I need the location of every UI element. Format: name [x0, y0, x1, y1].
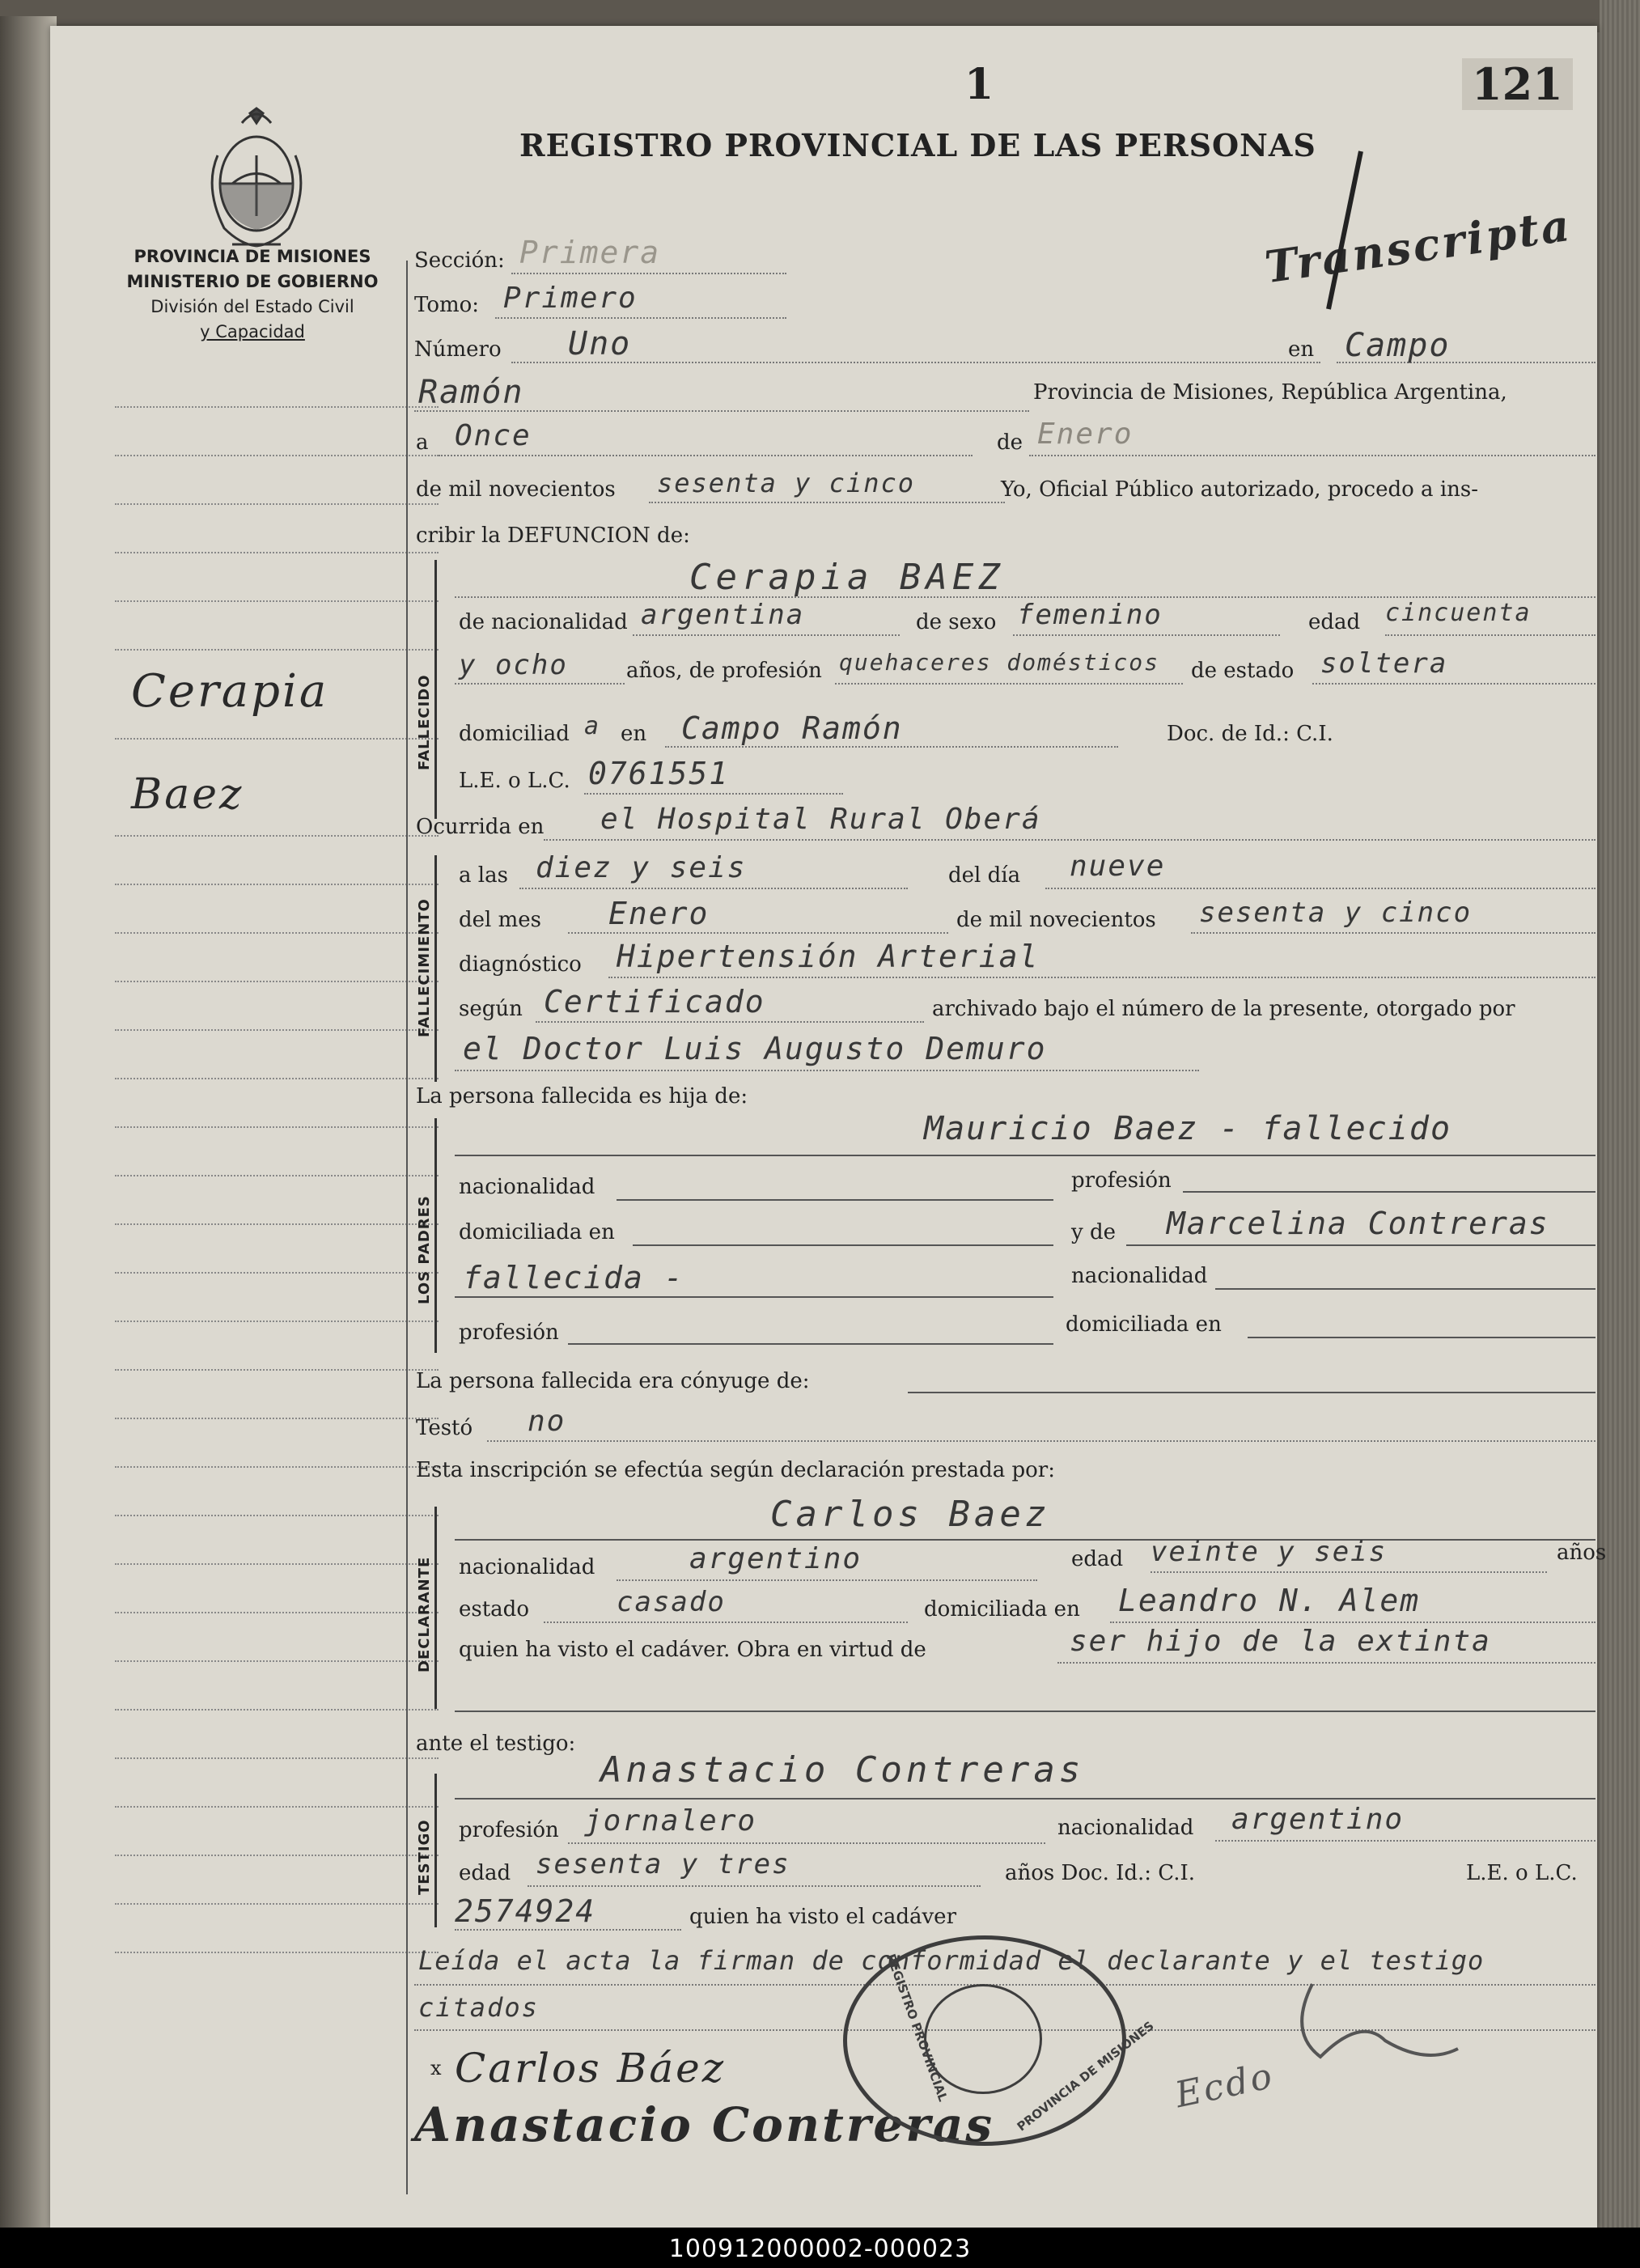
field-line: [568, 1842, 1045, 1844]
field-line: [665, 746, 1118, 748]
value-obra-en-virtud: ser hijo de la extinta: [1070, 1625, 1491, 1658]
label-padre-nacionalidad: nacionalidad: [459, 1175, 595, 1199]
margin-line: [115, 1321, 439, 1322]
label-de-nacionalidad: de nacionalidad: [459, 610, 628, 634]
value-mes: Enero: [608, 896, 710, 931]
section-bracket: [434, 1118, 437, 1353]
label-testigo-nacionalidad: nacionalidad: [1057, 1816, 1194, 1840]
field-line: [568, 1343, 1053, 1345]
value-edad-2: y ocho: [459, 649, 568, 681]
value-nota-final-1: Leída el acta la firman de conformidad el declarante y el testigo: [418, 1945, 1485, 1976]
label-madre-domiciliada: domiciliada en: [1066, 1312, 1222, 1337]
field-line: [835, 683, 1183, 685]
margin-line: [115, 1563, 439, 1565]
label-en: en: [1288, 337, 1315, 362]
field-line: [455, 683, 625, 685]
field-line: [455, 1539, 1596, 1541]
label-declarante-estado: estado: [459, 1597, 529, 1622]
label-domiciliad: domiciliad: [459, 722, 570, 746]
margin-line: [115, 932, 439, 934]
label-provincia: Provincia de Misiones, República Argentina,: [1033, 380, 1507, 405]
field-line: [544, 1622, 908, 1623]
label-seccion: Sección:: [414, 248, 505, 273]
label-anos-de-profesion: años, de profesión: [626, 659, 822, 683]
field-line: [528, 1885, 981, 1887]
field-line: [1183, 1191, 1596, 1193]
label-declarante-edad: edad: [1071, 1547, 1124, 1571]
field-line: [455, 1155, 1596, 1156]
margin-line: [115, 1078, 439, 1079]
label-testigo-le-lc: L.E. o L.C.: [1466, 1861, 1578, 1885]
field-line: [455, 1070, 1199, 1071]
value-testigo: Anastacio Contreras: [600, 1749, 1085, 1791]
margin-line: [115, 503, 439, 505]
value-declarante: Carlos Baez: [770, 1494, 1051, 1535]
label-archivado: archivado bajo el número de la presente, otorgado por: [932, 997, 1515, 1021]
value-testigo-ci: 2574924: [455, 1893, 596, 1929]
margin-line: [115, 1515, 439, 1516]
margin-line: [115, 1709, 439, 1711]
margin-name-first: Cerapia: [131, 665, 329, 718]
value-dia: nueve: [1070, 850, 1166, 883]
value-madre-estado: fallecida -: [463, 1260, 684, 1295]
label-de-estado: de estado: [1191, 659, 1295, 683]
label-testigo-anos-doc: años Doc. Id.: C.I.: [1005, 1861, 1196, 1885]
value-ano-fallecimiento: sesenta y cinco: [1199, 897, 1473, 929]
label-testigo-profesion: profesión: [459, 1818, 559, 1842]
value-a-dia: Once: [455, 419, 532, 452]
value-otorgado-por: el Doctor Luis Augusto Demuro: [463, 1031, 1047, 1066]
value-domicilio: Campo Ramón: [681, 710, 903, 746]
value-segun: Certificado: [544, 984, 765, 1020]
signature-declarante: Carlos Báez: [455, 2045, 727, 2092]
issuer-block: [99, 244, 406, 345]
margin-line: [115, 1952, 439, 1953]
label-inscripcion: Esta inscripción se efectúa según declaración prestada por:: [416, 1458, 1055, 1482]
issuer-capacity: y Capacidad: [200, 322, 305, 341]
label-de: de: [997, 430, 1023, 455]
field-line: [519, 888, 908, 889]
label-edad: edad: [1308, 610, 1361, 634]
label-ante-testigo: ante el testigo:: [416, 1732, 576, 1756]
field-line: [1110, 1622, 1596, 1623]
signature-testigo: Anastacio Contreras: [414, 2097, 995, 2152]
section-bracket: [434, 855, 437, 1082]
label-de-mil-novecientos: de mil novecientos: [956, 908, 1156, 932]
field-line: [1215, 1840, 1596, 1842]
field-line: [455, 1929, 681, 1931]
label-le-lc: L.E. o L.C.: [459, 769, 570, 793]
field-line: [633, 1244, 1053, 1246]
issuer-ministry: MINISTERIO DE GOBIERNO: [126, 272, 379, 291]
label-madre-profesion: profesión: [459, 1321, 559, 1345]
value-edad-1: cincuenta: [1385, 599, 1532, 627]
label-ocurrida-en: Ocurrida en: [416, 815, 545, 839]
label-numero: Número: [414, 337, 502, 362]
value-tomo: Primero: [503, 282, 638, 315]
margin-line: [115, 1466, 439, 1468]
field-line: [455, 1296, 1053, 1298]
label-de-sexo: de sexo: [916, 610, 997, 634]
margin-line: [115, 600, 439, 602]
value-sexo: femenino: [1017, 599, 1163, 631]
field-line: [1191, 932, 1596, 934]
signature-oficial: Ecdo: [1172, 2054, 1278, 2117]
margin-line: [115, 1855, 439, 1856]
value-declarante-edad: veinte y seis: [1151, 1536, 1388, 1568]
folio-number: 1: [964, 60, 994, 109]
section-bracket: [434, 1507, 437, 1709]
label-a-las: a las: [459, 863, 508, 888]
field-line: [608, 977, 1596, 978]
margin-line: [115, 1757, 439, 1759]
margin-line: [115, 1369, 439, 1371]
field-line: [1215, 1288, 1596, 1290]
label-yo-oficial: Yo, Oficial Público autorizado, procedo a ins-: [1001, 477, 1479, 502]
value-nacionalidad: argentina: [641, 599, 805, 631]
value-declarante-estado: casado: [617, 1586, 726, 1618]
margin-line: [115, 406, 439, 408]
value-genero-suffix: a: [584, 712, 601, 740]
label-y-de: y de: [1071, 1220, 1116, 1244]
margin-divider: [406, 261, 408, 2194]
label-declarante-nacionalidad: nacionalidad: [459, 1555, 595, 1579]
value-ocurrida-en: el Hospital Rural Oberá: [600, 803, 1041, 836]
label-testigo-edad: edad: [459, 1861, 511, 1885]
field-line: [649, 502, 1005, 503]
margin-line: [115, 981, 439, 982]
label-quien-visto-cadaver: quien ha visto el cadáver: [689, 1905, 957, 1929]
value-padre: Mauricio Baez - fallecido: [924, 1110, 1452, 1147]
margin-line: [115, 1612, 439, 1613]
field-line: [1151, 1571, 1547, 1573]
value-en: Campo: [1345, 327, 1451, 364]
value-testigo-edad: sesenta y tres: [536, 1848, 790, 1880]
signature-mark: x: [430, 2057, 442, 2079]
field-line: [1013, 634, 1280, 636]
field-line: [617, 1199, 1053, 1201]
value-seccion: Primera: [519, 235, 661, 270]
margin-line: [115, 455, 439, 456]
value-madre: Marcelina Contreras: [1167, 1206, 1549, 1241]
book-cover-edge: [1600, 0, 1640, 2233]
field-line: [568, 932, 948, 934]
label-padre-domiciliada: domiciliada en: [459, 1220, 615, 1244]
field-line: [1248, 1337, 1596, 1338]
field-line: [511, 362, 1320, 363]
margin-line: [115, 1418, 439, 1419]
field-line: [1045, 888, 1596, 889]
label-tomo: Tomo:: [414, 293, 480, 317]
section-bracket: [434, 560, 437, 819]
label-del-mes: del mes: [459, 908, 541, 932]
label-doc-id: Doc. de Id.: C.I.: [1167, 722, 1333, 746]
margin-line: [115, 649, 439, 651]
section-fallecimiento: FALLECIMIENTO: [416, 898, 433, 1037]
section-bracket: [434, 1774, 437, 1927]
margin-line: [115, 1175, 439, 1176]
official-stamp-icon: [843, 1935, 1157, 2146]
label-declarante-domiciliada: domiciliada en: [924, 1597, 1080, 1622]
field-line: [536, 1021, 924, 1023]
value-nombre-fallecido: Cerapia BAEZ: [689, 557, 1005, 598]
margin-line: [115, 1272, 439, 1274]
value-testo: no: [528, 1405, 566, 1438]
margin-line: [115, 884, 439, 885]
field-line: [1057, 1662, 1596, 1664]
value-lugar: Ramón: [418, 374, 524, 411]
label-de-mil: de mil novecientos: [416, 477, 616, 502]
label-segun: según: [459, 997, 523, 1021]
value-testigo-nacionalidad: argentino: [1231, 1803, 1405, 1836]
value-nota-final-2: citados: [418, 1992, 539, 2023]
section-los-padres: LOS PADRES: [416, 1195, 433, 1304]
stamp-text-province: PROVINCIA DE MISIONES: [1014, 2018, 1157, 2134]
margin-line: [115, 1806, 439, 1808]
field-line: [908, 1392, 1596, 1393]
label-del-dia: del día: [948, 863, 1021, 888]
margin-line: [115, 1029, 439, 1031]
section-fallecido: FALLECIDO: [416, 674, 433, 770]
document-page: [50, 26, 1607, 2228]
value-de-mes: Enero: [1037, 418, 1134, 451]
label-hija-de: La persona fallecida es hija de:: [416, 1084, 748, 1109]
label-madre-nacionalidad: nacionalidad: [1071, 1264, 1208, 1288]
official-flourish-icon: [1264, 1968, 1474, 2089]
field-line: [617, 1579, 1037, 1581]
section-testigo: TESTIGO: [416, 1819, 433, 1895]
label-a: a: [416, 430, 429, 455]
field-line: [455, 1711, 1596, 1712]
value-hora: diez y seis: [536, 851, 747, 884]
value-ano: sesenta y cinco: [657, 468, 915, 498]
field-line: [1029, 455, 1596, 456]
label-en-domicilio: en: [621, 722, 647, 746]
stamp-text-registry: REGISTRO PROVINCIAL: [883, 1952, 951, 2104]
issuer-division: División del Estado Civil: [150, 297, 354, 316]
label-cribir: cribir la DEFUNCION de:: [416, 524, 690, 548]
margin-line: [115, 1223, 439, 1225]
value-declarante-nacionalidad: argentino: [689, 1542, 862, 1575]
margin-line: [115, 835, 439, 837]
value-le-lc: 0761551: [588, 756, 730, 791]
transcribed-note: Transcripta: [1261, 198, 1575, 294]
coat-of-arms-icon: [200, 107, 313, 261]
field-line: [439, 455, 973, 456]
field-line: [633, 634, 900, 636]
label-declarante-anos: años: [1557, 1541, 1607, 1565]
margin-line: [115, 1126, 439, 1128]
margin-name-last: Baez: [131, 770, 244, 819]
value-profesion: quehaceres domésticos: [839, 649, 1160, 676]
margin-line: [115, 1660, 439, 1662]
label-testo: Testó: [416, 1416, 473, 1440]
label-padre-profesion: profesión: [1071, 1168, 1172, 1193]
label-quien-visto: quien ha visto el cadáver. Obra en virtud de: [459, 1638, 926, 1662]
field-line: [1385, 634, 1596, 636]
margin-line: [115, 738, 439, 740]
value-estado-civil: soltera: [1320, 647, 1448, 680]
transcribed-stroke-icon: [1296, 147, 1377, 317]
section-declarante: DECLARANTE: [416, 1556, 433, 1672]
margin-line: [115, 552, 439, 553]
field-line: [511, 273, 786, 274]
field-line: [584, 793, 843, 795]
record-number: 121: [1462, 58, 1573, 110]
field-line: [1126, 1244, 1596, 1246]
field-line: [544, 839, 1596, 841]
field-line: [455, 1798, 1596, 1800]
label-diagnostico: diagnóstico: [459, 952, 582, 977]
footer-image-id: 100912000002-000023: [668, 2235, 972, 2263]
value-diagnostico: Hipertensión Arterial: [617, 939, 1040, 974]
book-binding: [0, 16, 57, 2233]
margin-line: [115, 1903, 439, 1905]
value-declarante-domicilio: Leandro N. Alem: [1118, 1583, 1421, 1618]
field-line: [487, 1440, 1596, 1442]
document-title: REGISTRO PROVINCIAL DE LAS PERSONAS: [519, 127, 1316, 163]
field-line: [495, 317, 786, 319]
field-line: [1312, 683, 1596, 685]
issuer-province: PROVINCIA DE MISIONES: [133, 247, 371, 266]
value-testigo-profesion: jornalero: [584, 1804, 757, 1838]
label-conyuge-de: La persona fallecida era cónyuge de:: [416, 1369, 810, 1393]
field-line: [455, 596, 1596, 598]
value-numero: Uno: [568, 325, 632, 362]
